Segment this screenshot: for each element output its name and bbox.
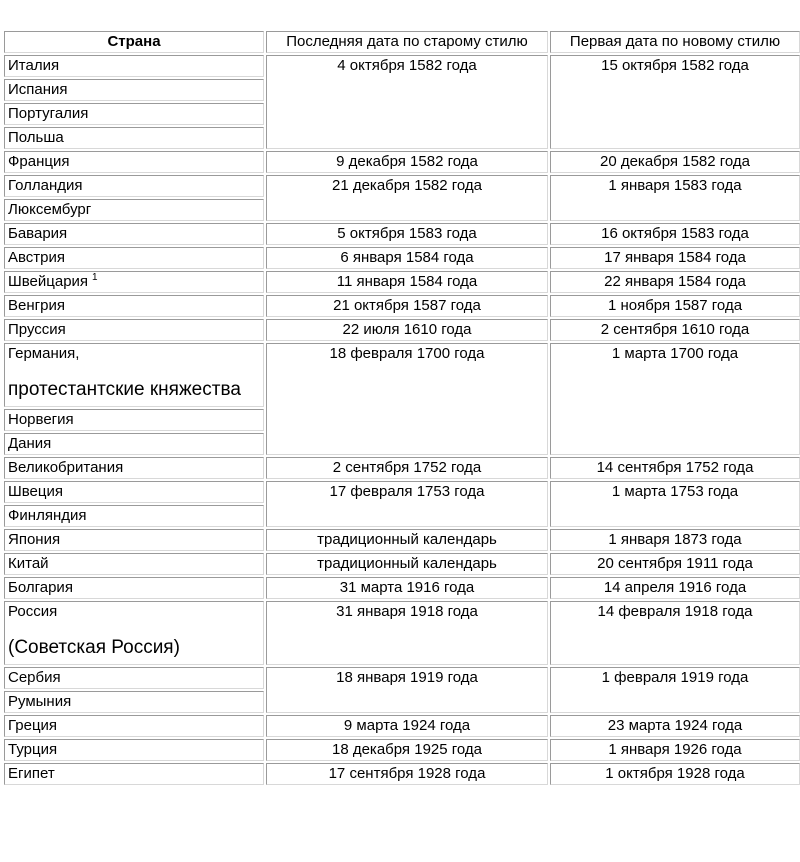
- calendar-transition-table: [2, 29, 800, 787]
- header-new-style: Первая дата по новому стилю: [550, 31, 800, 53]
- old-style-date: 21 декабря 1582 года: [266, 175, 548, 221]
- old-style-date: 4 октября 1582 года: [266, 55, 548, 149]
- table-row: [4, 601, 800, 665]
- old-style-date: 2 сентября 1752 года: [266, 457, 548, 479]
- new-style-date: 20 сентября 1911 года: [550, 553, 800, 575]
- table-row: [4, 763, 800, 785]
- old-style-date: 6 января 1584 года: [266, 247, 548, 269]
- table-row: [4, 247, 800, 269]
- new-style-date: 1 января 1873 года: [550, 529, 800, 551]
- old-style-date: 18 февраля 1700 года: [266, 343, 548, 455]
- country-cell: Австрия: [4, 247, 264, 269]
- country-cell: Греция: [4, 715, 264, 737]
- old-style-date: 31 января 1918 года: [266, 601, 548, 665]
- country-cell: Египет: [4, 763, 264, 785]
- old-style-date: 17 февраля 1753 года: [266, 481, 548, 527]
- country-cell: Венгрия: [4, 295, 264, 317]
- new-style-date: 23 марта 1924 года: [550, 715, 800, 737]
- header-country: Страна: [4, 31, 264, 53]
- old-style-date: 17 сентября 1928 года: [266, 763, 548, 785]
- old-style-date: 11 января 1584 года: [266, 271, 548, 293]
- new-style-date: 1 января 1583 года: [550, 175, 800, 221]
- table-row: [4, 223, 800, 245]
- country-cell: Голландия: [4, 175, 264, 197]
- new-style-date: 16 октября 1583 года: [550, 223, 800, 245]
- new-style-date: 1 февраля 1919 года: [550, 667, 800, 713]
- old-style-date: традиционный календарь: [266, 529, 548, 551]
- country-name-continued: (Советская Россия): [8, 637, 180, 658]
- table-row: [4, 295, 800, 317]
- country-name: Германия,: [8, 345, 80, 362]
- country-cell: Финляндия: [4, 505, 264, 527]
- country-cell: Франция: [4, 151, 264, 173]
- table-row: [4, 553, 800, 575]
- country-cell: [4, 271, 264, 293]
- new-style-date: 14 апреля 1916 года: [550, 577, 800, 599]
- country-name-continued: протестантские княжества: [8, 379, 241, 400]
- country-cell: Норвегия: [4, 409, 264, 431]
- old-style-date: 22 июля 1610 года: [266, 319, 548, 341]
- new-style-date: 20 декабря 1582 года: [550, 151, 800, 173]
- table-row: [4, 151, 800, 173]
- country-cell: Турция: [4, 739, 264, 761]
- country-cell: Румыния: [4, 691, 264, 713]
- table-row: [4, 319, 800, 341]
- country-cell: Испания: [4, 79, 264, 101]
- header-old-style: Последняя дата по старому стилю: [266, 31, 548, 53]
- table-row: [4, 529, 800, 551]
- table-row: [4, 175, 800, 197]
- old-style-date: 21 октября 1587 года: [266, 295, 548, 317]
- footnote-marker: 1: [92, 272, 98, 283]
- table-row: [4, 739, 800, 761]
- old-style-date: 18 декабря 1925 года: [266, 739, 548, 761]
- country-cell: Польша: [4, 127, 264, 149]
- new-style-date: 1 ноября 1587 года: [550, 295, 800, 317]
- country-cell: [4, 601, 264, 665]
- new-style-date: 14 сентября 1752 года: [550, 457, 800, 479]
- table-row: [4, 577, 800, 599]
- new-style-date: 14 февраля 1918 года: [550, 601, 800, 665]
- old-style-date: 18 января 1919 года: [266, 667, 548, 713]
- table-row: [4, 55, 800, 77]
- country-cell: Португалия: [4, 103, 264, 125]
- country-cell: Япония: [4, 529, 264, 551]
- country-name: Швейцария: [8, 273, 89, 290]
- new-style-date: 1 января 1926 года: [550, 739, 800, 761]
- old-style-date: 31 марта 1916 года: [266, 577, 548, 599]
- new-style-date: 2 сентября 1610 года: [550, 319, 800, 341]
- country-cell: Великобритания: [4, 457, 264, 479]
- country-name: Россия: [8, 603, 58, 620]
- table-row: [4, 715, 800, 737]
- country-cell: Швеция: [4, 481, 264, 503]
- new-style-date: 15 октября 1582 года: [550, 55, 800, 149]
- country-cell: Сербия: [4, 667, 264, 689]
- country-cell: Китай: [4, 553, 264, 575]
- old-style-date: 5 октября 1583 года: [266, 223, 548, 245]
- new-style-date: 1 марта 1753 года: [550, 481, 800, 527]
- country-cell: Италия: [4, 55, 264, 77]
- new-style-date: 17 января 1584 года: [550, 247, 800, 269]
- country-cell: Бавария: [4, 223, 264, 245]
- table-row: [4, 457, 800, 479]
- country-cell: Люксембург: [4, 199, 264, 221]
- new-style-date: 22 января 1584 года: [550, 271, 800, 293]
- country-cell: Болгария: [4, 577, 264, 599]
- old-style-date: традиционный календарь: [266, 553, 548, 575]
- new-style-date: 1 октября 1928 года: [550, 763, 800, 785]
- old-style-date: 9 декабря 1582 года: [266, 151, 548, 173]
- table-row: [4, 343, 800, 407]
- table-row: [4, 271, 800, 293]
- old-style-date: 9 марта 1924 года: [266, 715, 548, 737]
- table-row: [4, 667, 800, 689]
- header-row: [4, 31, 800, 53]
- new-style-date: 1 марта 1700 года: [550, 343, 800, 455]
- country-cell: Пруссия: [4, 319, 264, 341]
- country-cell: [4, 343, 264, 407]
- country-cell: Дания: [4, 433, 264, 455]
- table-row: [4, 481, 800, 503]
